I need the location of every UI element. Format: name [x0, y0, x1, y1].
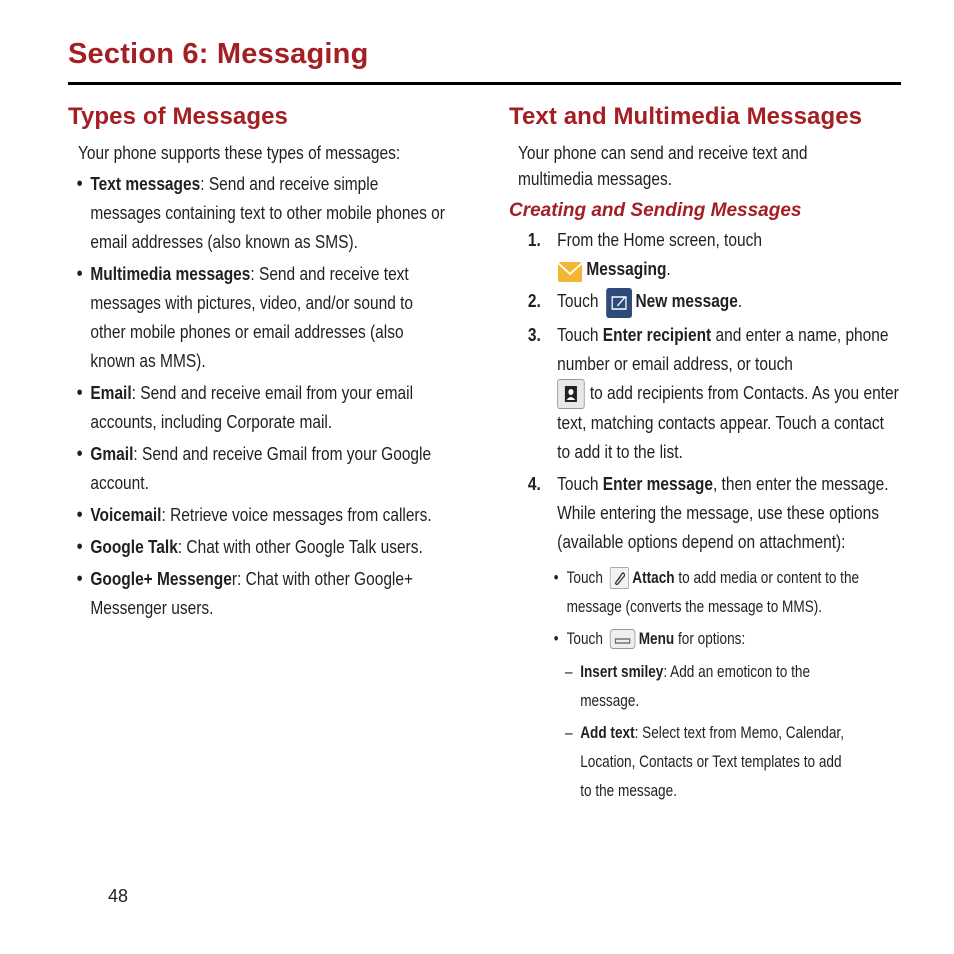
menu-option-add-text: – Add text: Select text from Memo, Calendar, Location, Contacts or Text templates to add to the message.: [509, 718, 853, 805]
list-item: • Email: Send and receive email from your email accounts, including Corporate mail.: [68, 379, 446, 437]
section-rule: [68, 82, 901, 85]
steps-list: [509, 226, 900, 557]
new-message-compose-icon: [606, 288, 632, 318]
left-column: [68, 100, 468, 623]
page-number: 48: [108, 886, 129, 906]
text-multimedia-heading: Text and Multimedia Messages: [509, 103, 863, 130]
text-multimedia-intro: Your phone can send and receive text and multimedia messages.: [518, 143, 808, 189]
step-2: 2. Touch New message.: [509, 287, 900, 317]
options-list: [509, 563, 901, 653]
list-item: • Text messages: Send and receive simple messages containing text to other mobile phones or email addresses (also known as SMS).: [68, 170, 446, 257]
option-menu: • Touch Menu for options:: [509, 624, 901, 653]
step-4: 4. Touch Enter message, then enter the message. While entering the message, use these options (available options depend on attachment):: [527, 473, 889, 552]
list-item: • Gmail: Send and receive Gmail from your Google account.: [68, 440, 446, 498]
option-attach: • Touch Attach to add media or content to the message (converts the message to MMS).: [509, 563, 901, 621]
section-title: Section 6: Messaging: [68, 38, 369, 70]
step-1: 1. From the Home screen, touch Messaging.: [509, 226, 900, 284]
menu-key-icon: [610, 629, 636, 649]
contacts-icon: [557, 379, 585, 409]
menu-option-insert-smiley: – Insert smiley: Add an emoticon to the message.: [509, 657, 853, 715]
attach-paperclip-icon: [610, 567, 629, 589]
list-item: • Google+ Messenger: Chat with other Google+ Messenger users.: [68, 565, 446, 623]
types-intro: Your phone supports these types of messages:: [78, 143, 401, 163]
right-column: [509, 100, 909, 805]
types-heading: Types of Messages: [68, 103, 289, 130]
creating-heading: Creating and Sending Messages: [509, 200, 802, 221]
menu-options-list: [509, 657, 853, 805]
list-item: • Google Talk: Chat with other Google Talk users.: [68, 533, 446, 562]
list-item: • Voicemail: Retrieve voice messages from callers.: [68, 501, 446, 530]
step-3: 3. Touch Enter recipient and enter a name, phone number or email address, or touch to add recipients from Contacts. As you enter text, matching contacts appear. Touch a contact to add it to the list.: [527, 324, 899, 462]
types-list: [68, 170, 446, 623]
list-item: • Multimedia messages: Send and receive text messages with pictures, video, and/or sound to other mobile phones or email addresses (also known as MMS).: [68, 260, 446, 376]
messaging-envelope-icon: [557, 256, 583, 284]
